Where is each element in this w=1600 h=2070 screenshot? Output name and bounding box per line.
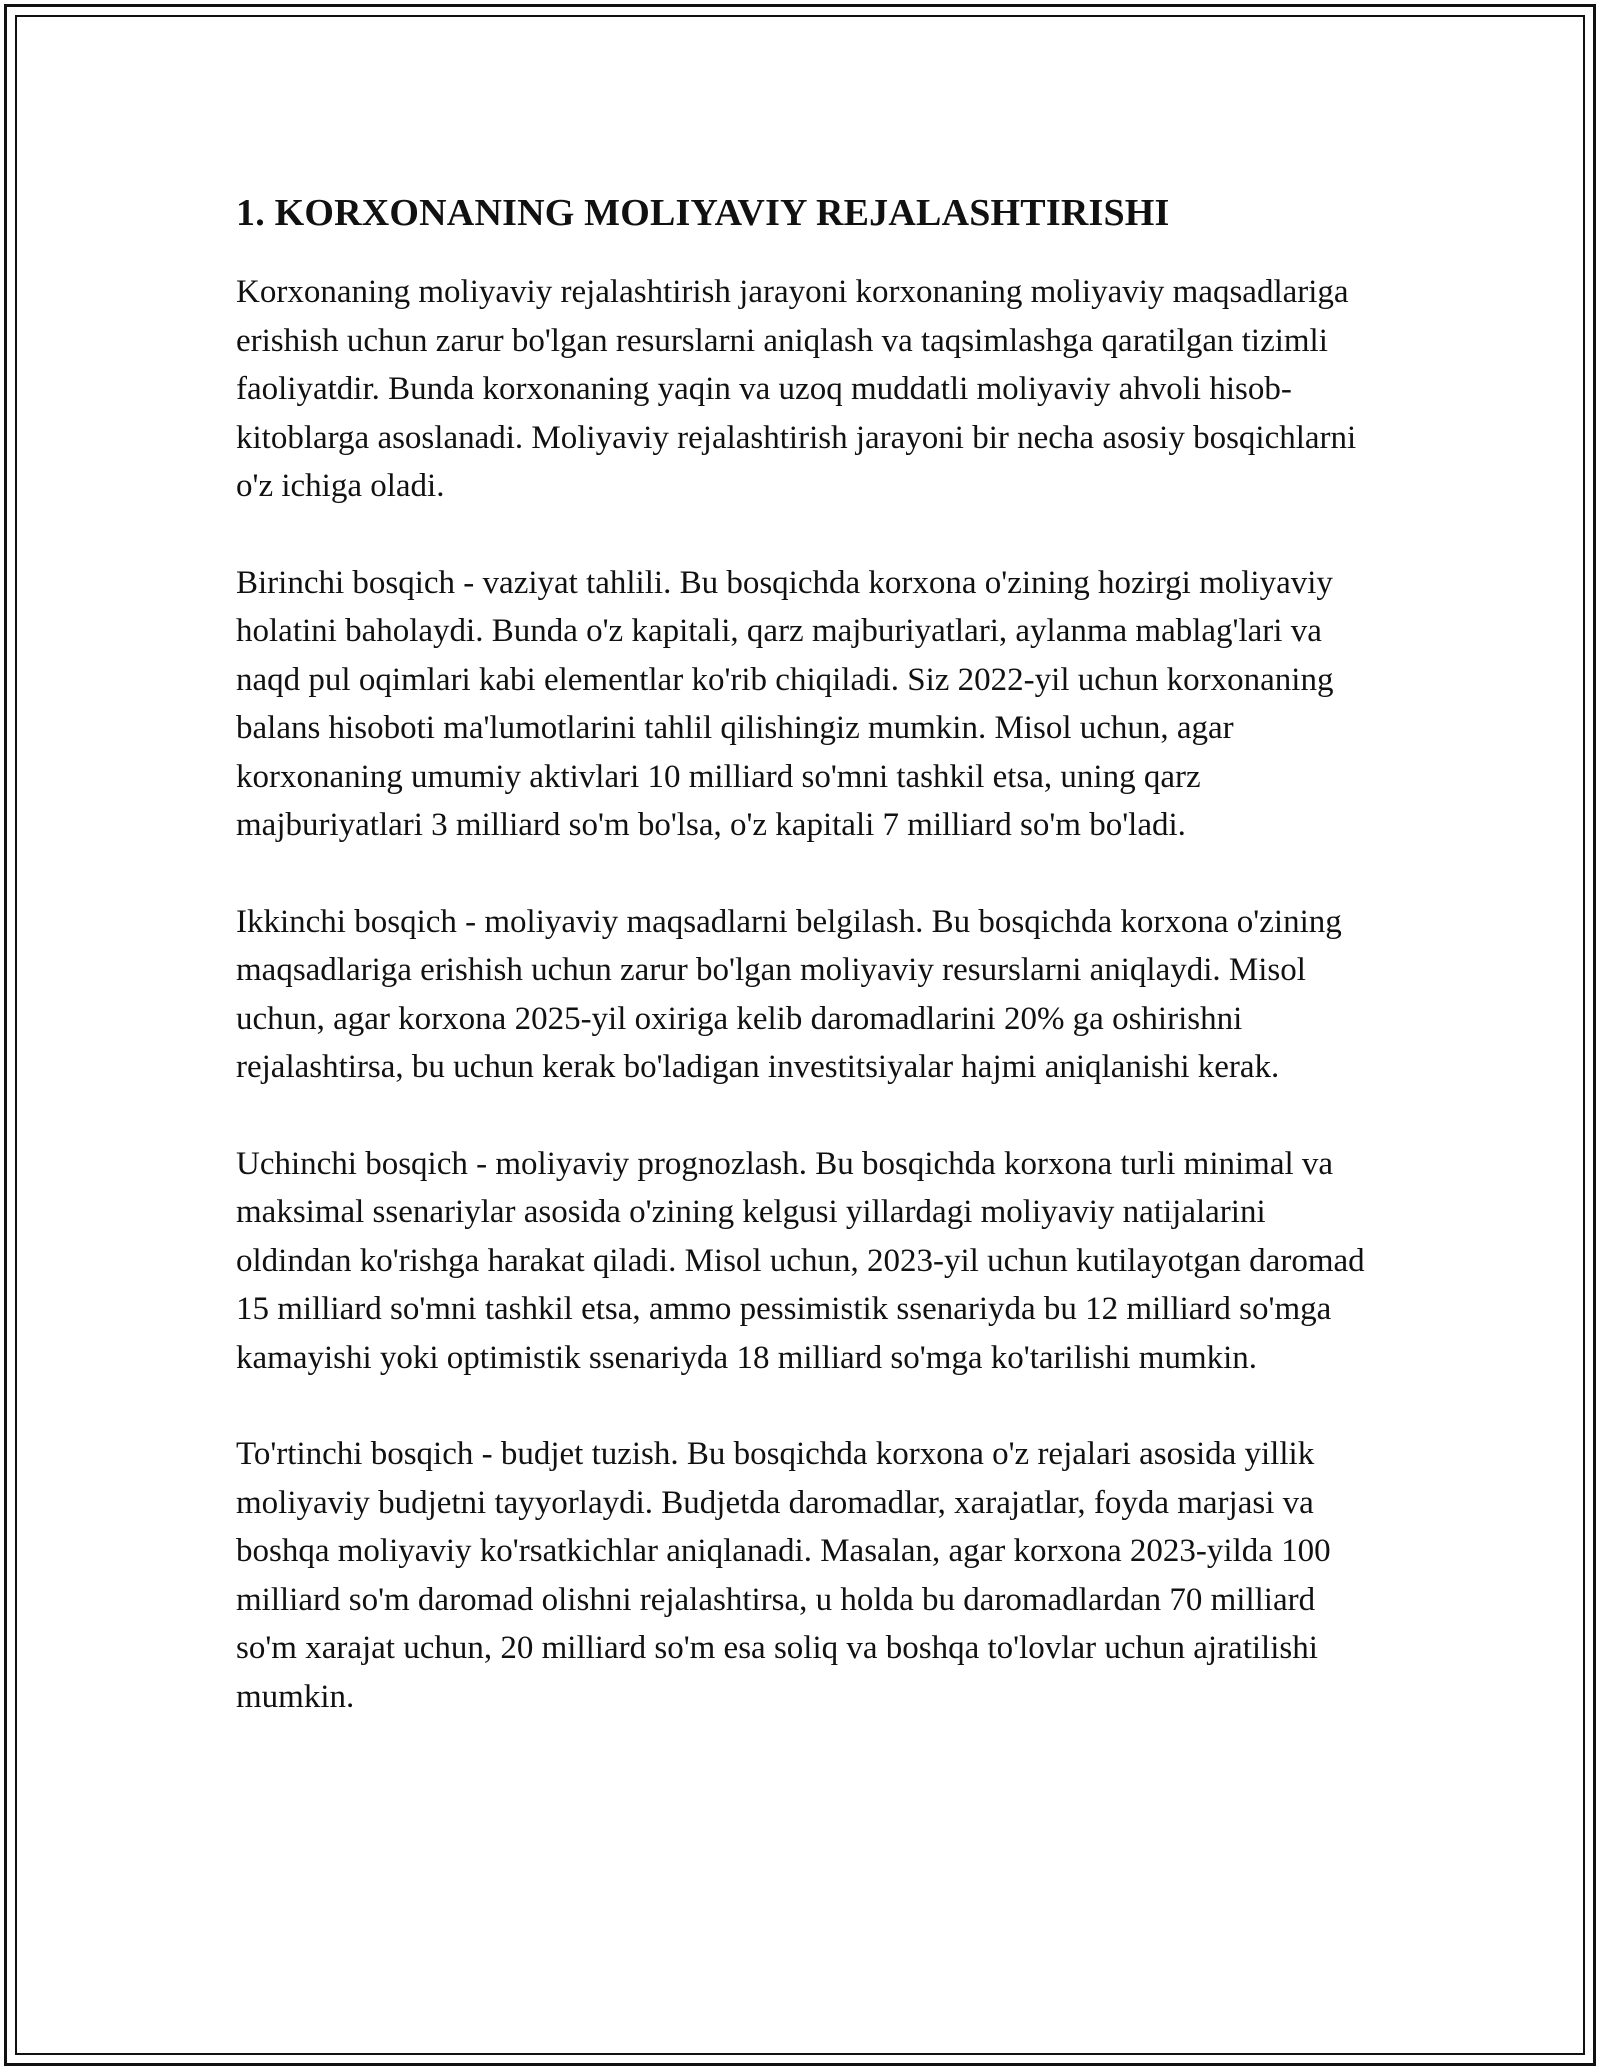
paragraph-intro: Korxonaning moliyaviy rejalashtirish jarayoni korxonaning moliyaviy maqsadlariga erishish uchun zarur bo'lgan resurslarni aniqlash va taqsimlashga qaratilgan tizimli faoliyatdir. Bunda korxonaning yaqin va uzoq muddatli moliyaviy ahvoli hisob-kitoblarga asoslanadi. Moliyaviy rejalashtirish jarayoni bir necha asosiy bosqichlarni o'z ichiga oladi. bbox=[236, 274, 1357, 504]
paragraph-stage-3: Uchinchi bosqich - moliyaviy prognozlash. Bu bosqichda korxona turli minimal va maksimal ssenariylar asosida o'zining kelgusi yillardagi moliyaviy natijalarini oldindan ko'rishga harakat qiladi. Misol uchun, 2023-yil uchun kutilayotgan daromad 15 milliard so'mni tashkil etsa, ammo pessimistik ssenariyda bu 12 milliard so'mga kamayishi yoki optimistik ssenariyda 18 milliard so'mga ko'tarilishi mumkin. bbox=[236, 1145, 1365, 1376]
document-body bbox=[236, 188, 1366, 1769]
paragraph-stage-2: Ikkinchi bosqich - moliyaviy maqsadlarni belgilash. Bu bosqichda korxona o'zining maqsadlariga erishish uchun zarur bo'lgan moliyaviy resurslarni aniqlaydi. Misol uchun, agar korxona 2025-yil oxiriga kelib daromadlarini 20% ga oshirishni rejalashtirsa, bu uchun kerak bo'ladigan investitsiyalar hajmi aniqlanishi kerak. bbox=[236, 903, 1342, 1085]
paragraph-stage-4: To'rtinchi bosqich - budjet tuzish. Bu bosqichda korxona o'z rejalari asosida yillik moliyaviy budjetni tayyorlaydi. Budjetda daromadlar, xarajatlar, foyda marjasi va boshqa moliyaviy ko'rsatkichlar aniqlanadi. Masalan, agar korxona 2023-yilda 100 milliard so'm daromad olishni rejalashtirsa, u holda bu daromadlardan 70 milliard so'm xarajat uchun, 20 milliard so'm esa soliq va boshqa to'lovlar uchun ajratilishi mumkin. bbox=[236, 1436, 1331, 1715]
paragraph-stage-1: Birinchi bosqich - vaziyat tahlili. Bu bosqichda korxona o'zining hozirgi moliyaviy holatini baholaydi. Bunda o'z kapitali, qarz majburiyatlari, aylanma mablag'lari va naqd pul oqimlari kabi elementlar ko'rib chiqiladi. Siz 2022-yil uchun korxonaning balans hisoboti ma'lumotlarini tahlil qilishingiz mumkin. Misol uchun, agar korxonaning umumiy aktivlari 10 milliard so'mni tashkil etsa, uning qarz majburiyatlari 3 milliard so'm bo'lsa, o'z kapitali 7 milliard so'm bo'ladi. bbox=[236, 564, 1334, 843]
page-title: 1. KORXONANING MOLIYAVIY REJALASHTIRISHI bbox=[236, 192, 1170, 234]
